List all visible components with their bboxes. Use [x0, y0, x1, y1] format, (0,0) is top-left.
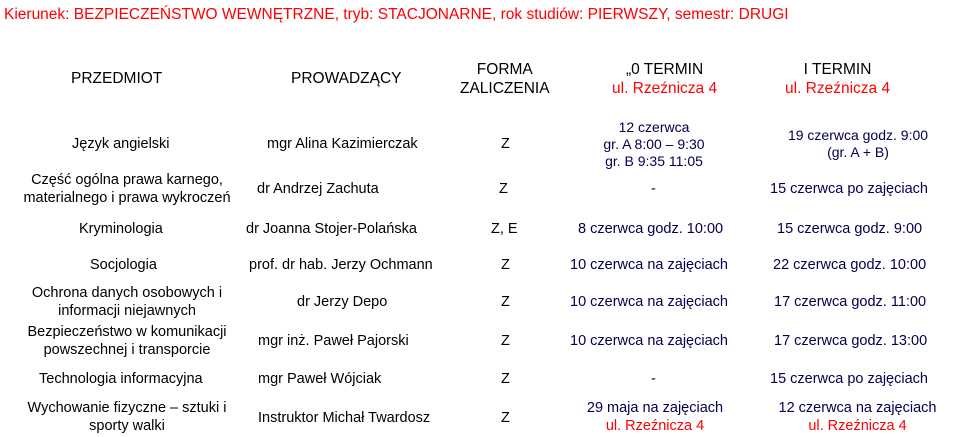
term1-wf: 12 czerwca na zajęciach ul. Rzeźnicza 4 — [778, 400, 937, 434]
teacher-wf: Instruktor Michał Twardosz — [258, 410, 431, 426]
form-technologia: Z — [501, 371, 510, 387]
term0-wf: 29 maja na zajęciach ul. Rzeźnicza 4 — [586, 400, 724, 434]
header-subject: PRZEDMIOT — [71, 70, 163, 87]
term0-technologia: - — [651, 371, 656, 387]
term0-angielski: 12 czerwca gr. A 8:00 – 9:30 gr. B 9:35 11:05 — [603, 119, 705, 169]
form-karne: Z — [499, 181, 508, 197]
form-wf: Z — [501, 410, 510, 426]
term0-socjologia: 10 czerwca na zajęciach — [570, 257, 728, 273]
teacher-socjologia: prof. dr hab. Jerzy Ochmann — [249, 257, 433, 273]
header-teacher: PROWADZĄCY — [291, 70, 402, 87]
term1-karne: 15 czerwca po zajęciach — [770, 181, 928, 197]
header-term1: I TERMIN ul. Rzeźnicza 4 — [785, 61, 891, 97]
term1-socjologia: 22 czerwca godz. 10:00 — [773, 257, 927, 273]
subject-kryminologia: Kryminologia — [79, 221, 163, 237]
subject-technologia: Technologia informacyjna — [39, 371, 203, 387]
subject-socjologia: Socjologia — [90, 257, 157, 273]
teacher-technologia: mgr Paweł Wójciak — [258, 371, 382, 387]
teacher-angielski: mgr Alina Kazimierczak — [267, 136, 418, 152]
term0-komunikacja: 10 czerwca na zajęciach — [570, 333, 728, 349]
term1-kryminologia: 15 czerwca godz. 9:00 — [777, 221, 923, 237]
teacher-komunikacja: mgr inż. Paweł Pajorski — [258, 333, 409, 349]
teacher-ochrona: dr Jerzy Depo — [297, 294, 388, 310]
subject-karne: Część ogólna prawa karnego, materialnego i prawa wykroczeń — [23, 172, 231, 206]
subject-wf: Wychowanie fizyczne – sztuki i sporty walki — [27, 400, 227, 434]
header-term0: „0 TERMIN ul. Rzeźnicza 4 — [612, 61, 718, 97]
form-angielski: Z — [501, 136, 510, 152]
form-kryminologia: Z, E — [491, 221, 518, 237]
subject-komunikacja: Bezpieczeństwo w komunikacji powszechnej i transporcie — [27, 324, 227, 358]
term1-technologia: 15 czerwca po zajęciach — [770, 371, 928, 387]
term1-komunikacja: 17 czerwca godz. 13:00 — [774, 333, 928, 349]
form-ochrona: Z — [501, 294, 510, 310]
teacher-kryminologia: dr Joanna Stojer-Polańska — [246, 221, 417, 237]
term0-ochrona: 10 czerwca na zajęciach — [570, 294, 728, 310]
header-form: FORMA ZALICZENIA — [460, 61, 550, 97]
teacher-karne: dr Andrzej Zachuta — [257, 181, 379, 197]
term0-karne: - — [651, 181, 656, 197]
subject-angielski: Język angielski — [72, 136, 170, 152]
form-komunikacja: Z — [501, 333, 510, 349]
term1-ochrona: 17 czerwca godz. 11:00 — [774, 294, 927, 310]
page-title: Kierunek: BEZPIECZEŃSTWO WEWNĘTRZNE, tryb: STACJONARNE, rok studiów: PIERWSZY, semestr: DRUGI — [4, 6, 789, 23]
form-socjologia: Z — [501, 257, 510, 273]
term1-angielski: 19 czerwca godz. 9:00 (gr. A + B) — [787, 127, 929, 160]
term0-kryminologia: 8 czerwca godz. 10:00 — [578, 221, 724, 237]
subject-ochrona: Ochrona danych osobowych i informacji niejawnych — [31, 285, 223, 319]
